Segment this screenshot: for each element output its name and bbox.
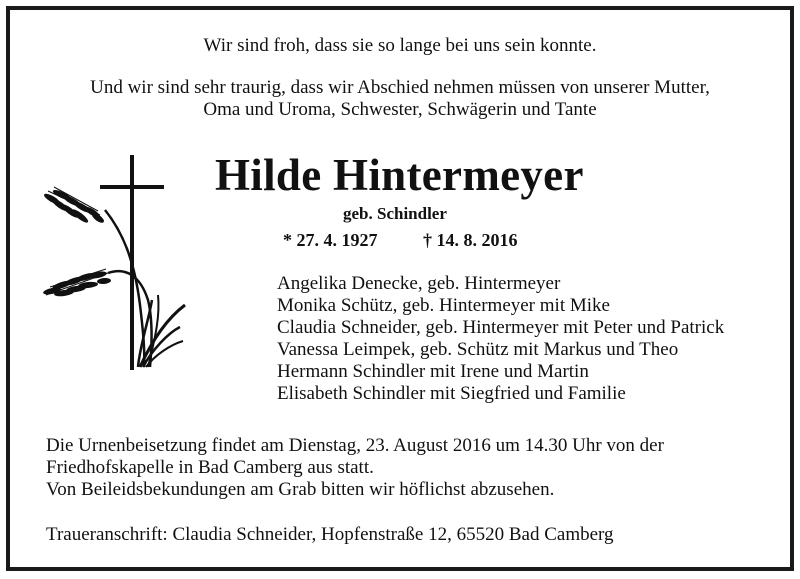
list-item: Claudia Schneider, geb. Hintermeyer mit Peter und Patrick — [277, 317, 725, 338]
mourning-address: Traueranschrift: Claudia Schneider, Hopfenstraße 12, 65520 Bad Camberg — [46, 524, 614, 545]
cross-with-wheat-icon — [40, 155, 190, 380]
list-item: Monika Schütz, geb. Hintermeyer mit Mike — [277, 295, 610, 316]
list-item: Vanessa Leimpek, geb. Schütz mit Markus und Theo — [277, 339, 679, 360]
list-item: Elisabeth Schindler mit Siegfried und Familie — [277, 383, 626, 404]
notice-line-1: Die Urnenbeisetzung findet am Dienstag, 23. August 2016 um 14.30 Uhr von der — [46, 435, 664, 456]
intro-line-3: Oma und Uroma, Schwester, Schwägerin und Tante — [203, 99, 597, 120]
list-item: Hermann Schindler mit Irene und Martin — [277, 361, 589, 382]
intro-line-2: Und wir sind sehr traurig, dass wir Abschied nehmen müssen von unserer Mutter, — [90, 77, 710, 98]
birth-date: * 27. 4. 1927 — [283, 230, 378, 250]
list-item: Angelika Denecke, geb. Hintermeyer — [277, 273, 561, 294]
intro-line-1: Wir sind froh, dass sie so lange bei uns sein konnte. — [203, 35, 597, 56]
notice-line-3: Von Beileidsbekundungen am Grab bitten wir höflichst abzusehen. — [46, 479, 555, 500]
death-date: † 14. 8. 2016 — [423, 230, 518, 250]
notice-line-2: Friedhofskapelle in Bad Camberg aus statt. — [46, 457, 374, 478]
birth-name: geb. Schindler — [343, 204, 447, 223]
deceased-name: Hilde Hintermeyer — [215, 150, 584, 200]
